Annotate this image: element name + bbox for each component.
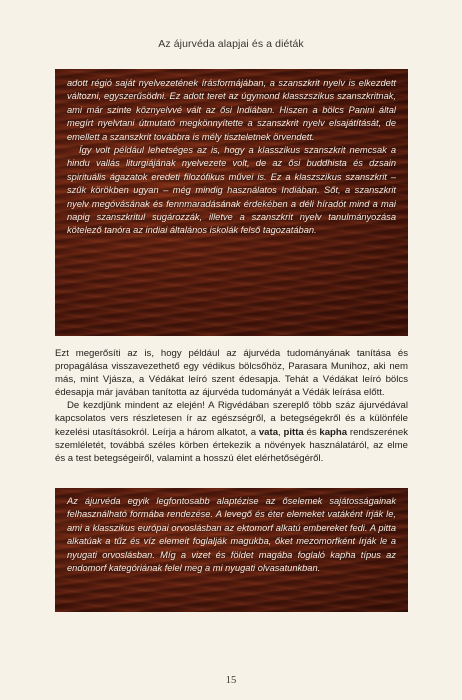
quote-paragraph-3: Az ájurvéda egyik legfontosabb alaptézise az őselemek sajátosságainak felhasználható formába rendezése. A levegő és éter elemeket vatáként írják le, ami a klasszikus európai orvoslásban az ektomorf alkatú embereket fedi. A pitta alkatúak a tűz és víz elemeit foglalják magukba, őket mezomorfként írják le a nyugati orvoslásban. Míg a vizet és földet magába foglaló kapha típus az endomorf kategóriának felel meg a mi nyugati olvasatunkban.	[67, 496, 396, 574]
quote-box-elements	[55, 488, 408, 612]
quote-box-sanskrit	[55, 69, 408, 336]
body-paragraph-1: Ezt megerősíti az is, hogy például az ájurvéda tudományának tanítása és propagálása visszavezethető egy védikus bölcsőhöz, Parasara Munihoz, aki nem más, mint Vjásza, a Védákat leíró szent édesapja. Tehát a Védákat leíró bölcs édesapja már javában tanította az ájurvéda tudományát a Védák leírása előtt.	[55, 348, 408, 399]
page-number: 15	[225, 675, 237, 686]
term-pitta: pitta	[283, 426, 304, 438]
main-text	[55, 347, 408, 465]
term-separator-1: ,	[278, 426, 284, 438]
term-kapha: kapha	[319, 426, 348, 438]
term-separator-2: és	[303, 426, 320, 438]
term-vata: vata	[258, 426, 279, 438]
running-title: Az ájurvéda alapjai és a diéták	[158, 38, 304, 50]
quote-paragraph-1: adott régió saját nyelvezetének írásformájában, a szanszkrit nyelv is elkezdett változni, egyszerűsödni. Ez adott teret az úgymond klasszszikus szanszkritnak, ami már szinte köznyelvvé vált az ősi Indiában. Hiszen a bölcs Panini által megírt nyelvtani útmutató megkönnyítette a szanszkrit nyelv elsajátítását, de emellett a szanszkrit továbbra is mély tiszteletnek örvendett.	[67, 78, 396, 142]
quote-paragraph-2: Így volt például lehetséges az is, hogy a klasszikus szanszkrit nemcsak a hindu vallás liturgiájának nyelvezete volt, de az ősi buddhista és dzsain spirituális ágazatok eredeti filozófikus művei is. Ez a klaszszikus szanszkrit – szűk körökben ugyan – még mindig használatos Indiában. Sőt, a szanszkrit nyelv megóvásának és fennmaradásának érdekében a déli híradót mind a mai napig szanszkritul sugározzák, illetve a szanszkrit nyelv tanulmányozása kötelező tanóra az indiai általános iskolák felső tagozatában.	[67, 145, 396, 236]
body-paragraph-2-end: rendszerének szemléletét, továbbá széles körben értekezik a növények használatáról, az elme és a test betegségeiről, valamint a hosszú élet elérhetőségéről.	[55, 426, 409, 464]
body-paragraph-2-start: De kezdjünk mindent az elején! A Rigvédában szereplő több száz ájurvédával kapcsolatos vers részletesen ír az egészségről, a betegségekről és a különféle kezelési utasításokról. Leírja a három alkatot, a	[55, 400, 408, 438]
body-paragraph-2	[55, 399, 408, 464]
